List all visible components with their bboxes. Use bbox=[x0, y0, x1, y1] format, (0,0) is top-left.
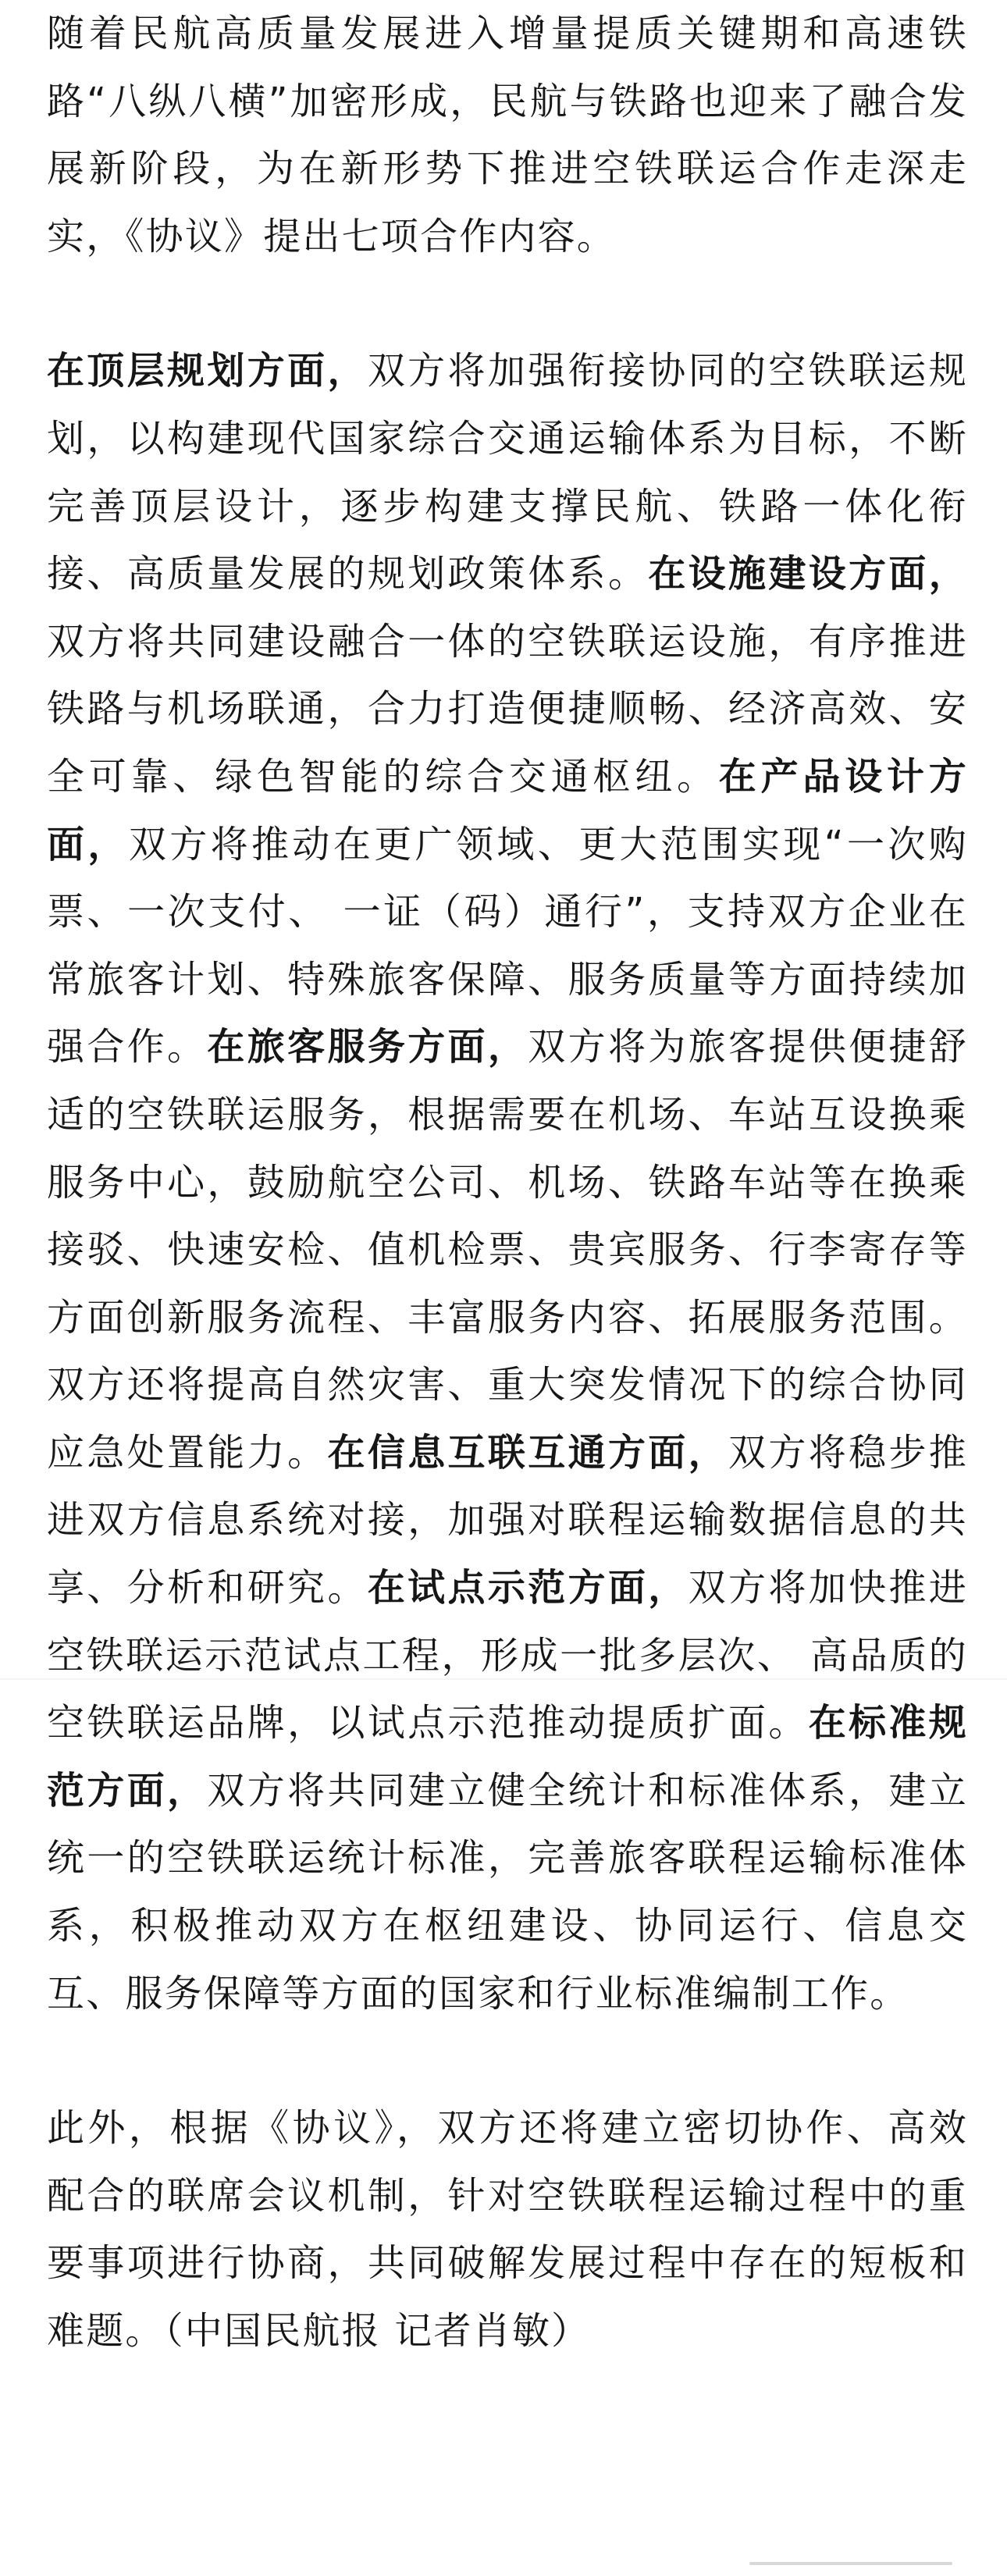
section-text-information-interconnection: 双方将稳步推进双方信息系统对接，加强对联程运输数据信息的共享、分析和研究。 bbox=[47, 1430, 968, 1610]
section-heading-passenger-service: 在旅客服务方面， bbox=[207, 1025, 528, 1069]
section-text-facility-construction: 双方将共同建设融合一体的空铁联运设施，有序推进铁路与机场联通，合力打造便捷顺畅、经济高效、安全可靠、绿色智能的综合交通枢纽。 bbox=[47, 619, 968, 799]
watermark-dots bbox=[0, 2545, 1007, 2576]
intro-paragraph: 随着民航高质量发展进入增量提质关键期和高速铁路“八纵八横”加密形成，民航与铁路也迎来了融合发展新阶段，为在新形势下推进空铁联运合作走深走实，《协议》提出七项合作内容。 bbox=[47, 12, 968, 258]
section-heading-product-design: 在产品设计方面， bbox=[47, 754, 968, 866]
image-seam-divider bbox=[0, 1678, 1007, 1680]
article-body bbox=[47, 0, 968, 2365]
cooperation-paragraph bbox=[47, 337, 968, 2027]
closing-paragraph: 此外，根据《协议》，双方还将建立密切协作、高效配合的联席会议机制，针对空铁联程运输过程中的重要事项进行协商，共同破解发展过程中存在的短板和难题。（中国民航报 记者肖敏） bbox=[47, 2106, 968, 2353]
section-heading-information-interconnection: 在信息互联互通方面， bbox=[327, 1430, 729, 1475]
section-text-top-level-planning: 双方将加强衔接协同的空铁联运规划，以构建现代国家综合交通运输体系为目标，不断完善顶层设计，逐步构建支撑民航、铁路一体化衔接、高质量发展的规划政策体系。 bbox=[47, 349, 968, 596]
section-heading-facility-construction: 在设施建设方面， bbox=[648, 552, 968, 596]
section-text-passenger-service: 双方将为旅客提供便捷舒适的空铁联运服务，根据需要在机场、车站互设换乘服务中心，鼓励航空公司、机场、铁路车站等在换乘接驳、快速安检、值机检票、贵宾服务、行李寄存等方面创新服务流程、丰富服务内容、拓展服务范围。双方还将提高自然灾害、重大突发情况下的综合协同应急处置能力。 bbox=[47, 1025, 968, 1475]
section-heading-pilot-demonstration: 在试点示范方面， bbox=[367, 1566, 689, 1610]
section-heading-top-level-planning: 在顶层规划方面， bbox=[47, 349, 368, 393]
section-text-product-design: 双方将推动在更广领域、更大范围实现“一次购票、一次支付、 一证（码）通行”，支持双方企业在常旅客计划、特殊旅客保障、服务质量等方面持续加强合作。 bbox=[47, 822, 968, 1069]
section-text-pilot-demonstration: 双方将加快推进空铁联运示范试点工程，形成一批多层次、 高品质的空铁联运品牌，以试点示范推动提质扩面。 bbox=[47, 1566, 968, 1745]
section-text-standards: 双方将共同建立健全统计和标准体系，建立统一的空铁联运统计标准，完善旅客联程运输标准体系，积极推动双方在枢纽建设、协同运行、信息交互、服务保障等方面的国家和行业标准编制工作。 bbox=[47, 1768, 968, 2016]
section-heading-standards: 在标准规范方面， bbox=[47, 1701, 968, 1813]
